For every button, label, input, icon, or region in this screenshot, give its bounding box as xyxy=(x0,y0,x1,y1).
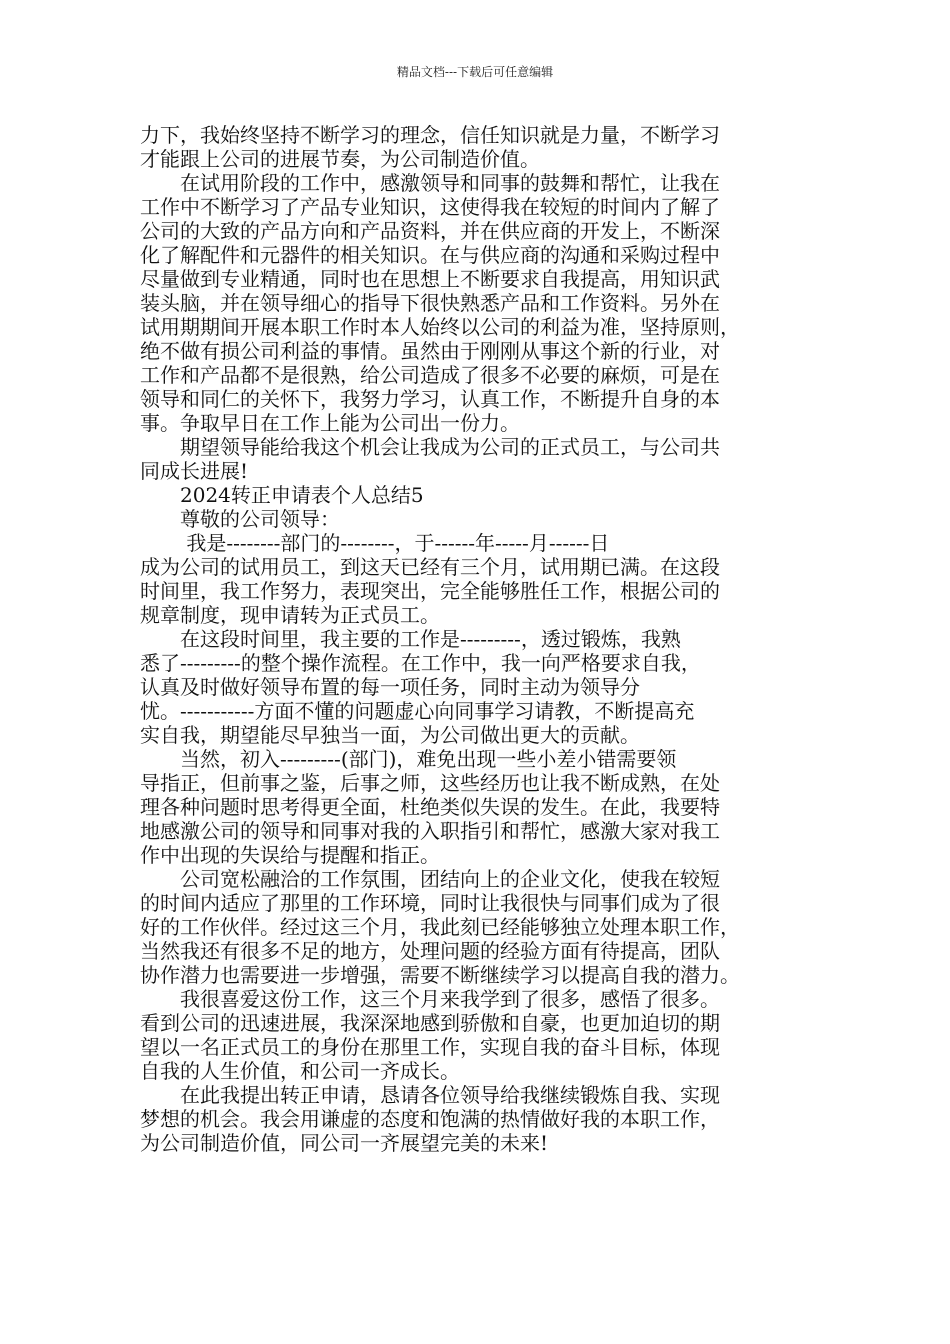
text-line: 忧。-----------方面不懂的问题虚心向同事学习请教，不断提高充 xyxy=(140,699,695,723)
text-line: 在此我提出转正申请，恳请各位领导给我继续锻炼自我、实现 xyxy=(140,1083,720,1107)
text-line: 自我的人生价值，和公司一齐成长。 xyxy=(140,1059,460,1083)
document-body xyxy=(140,123,812,1155)
text-line: 地感激公司的领导和同事对我的入职指引和帮忙，感激大家对我工 xyxy=(140,819,720,843)
text-line: 的时间内适应了那里的工作环境，同时让我很快与同事们成为了很 xyxy=(140,891,720,915)
text-line: 梦想的机会。我会用谦虚的态度和饱满的热情做好我的本职工作， xyxy=(140,1107,720,1131)
text-line: 装头脑，并在领导细心的指导下很快熟悉产品和工作资料。另外在 xyxy=(140,291,720,315)
text-line: 为公司制造价值，同公司一齐展望完美的未来! xyxy=(140,1131,549,1155)
text-line: 在试用阶段的工作中，感激领导和同事的鼓舞和帮忙，让我在 xyxy=(140,171,720,195)
text-line: 悉了---------的整个操作流程。在工作中，我一向严格要求自我， xyxy=(140,651,701,675)
text-line: 好的工作伙伴。经过这三个月，我此刻已经能够独立处理本职工作， xyxy=(140,915,740,939)
text-line: 望以一名正式员工的身份在那里工作，实现自我的奋斗目标，体现 xyxy=(140,1035,720,1059)
text-line: 规章制度，现申请转为正式员工。 xyxy=(140,603,440,627)
text-line: 绝不做有损公司利益的事情。虽然由于刚刚从事这个新的行业，对 xyxy=(140,339,720,363)
text-line: 期望领导能给我这个机会让我成为公司的正式员工，与公司共 xyxy=(140,435,720,459)
text-line: 事。争取早日在工作上能为公司出一份力。 xyxy=(140,411,520,435)
text-line: 导指正，但前事之鉴，后事之师，这些经历也让我不断成熟，在处 xyxy=(140,771,720,795)
text-line: 化了解配件和元器件的相关知识。在与供应商的沟通和采购过程中 xyxy=(140,243,720,267)
text-line: 2024转正申请表个人总结5 xyxy=(140,483,424,507)
text-line: 在这段时间里，我主要的工作是---------，透过锻炼，我熟 xyxy=(140,627,681,651)
text-line: 公司宽松融洽的工作氛围，团结向上的企业文化，使我在较短 xyxy=(140,867,720,891)
text-line: 领导和同仁的关怀下，我努力学习，认真工作，不断提升自身的本 xyxy=(140,387,720,411)
text-line: 当然我还有很多不足的地方，处理问题的经验方面有待提高，团队 xyxy=(140,939,720,963)
page-header: 精品文档---下载后可任意编辑 xyxy=(396,65,554,79)
text-line: 成为公司的试用员工，到这天已经有三个月，试用期已满。在这段 xyxy=(140,555,720,579)
text-line: 当然，初入---------(部门)，难免出现一些小差小错需要领 xyxy=(140,747,677,771)
text-line: 公司的大致的产品方向和产品资料，并在供应商的开发上，不断深 xyxy=(140,219,720,243)
text-line: 我是--------部门的--------，于------年-----月------日 xyxy=(140,531,610,555)
text-line: 理各种问题时思考得更全面，杜绝类似失误的发生。在此，我要特 xyxy=(140,795,720,819)
text-line: 工作和产品都不是很熟，给公司造成了很多不必要的麻烦，可是在 xyxy=(140,363,720,387)
text-line: 力下，我始终坚持不断学习的理念，信任知识就是力量，不断学习 xyxy=(140,123,720,147)
text-line: 尽量做到专业精通，同时也在思想上不断要求自我提高，用知识武 xyxy=(140,267,720,291)
text-line: 才能跟上公司的进展节奏，为公司制造价值。 xyxy=(140,147,540,171)
text-line: 看到公司的迅速进展，我深深地感到骄傲和自豪，也更加迫切的期 xyxy=(140,1011,720,1035)
text-line: 工作中不断学习了产品专业知识，这使得我在较短的时间内了解了 xyxy=(140,195,720,219)
text-line: 尊敬的公司领导： xyxy=(140,507,340,531)
text-line: 作中出现的失误给与提醒和指正。 xyxy=(140,843,440,867)
text-line: 时间里，我工作努力，表现突出，完全能够胜任工作，根据公司的 xyxy=(140,579,720,603)
text-line: 试用期期间开展本职工作时本人始终以公司的利益为准，坚持原则， xyxy=(140,315,740,339)
text-line: 实自我，期望能尽早独当一面，为公司做出更大的贡献。 xyxy=(140,723,640,747)
text-line: 协作潜力也需要进一步增强，需要不断继续学习以提高自我的潜力。 xyxy=(140,963,740,987)
text-line: 同成长进展! xyxy=(140,459,249,483)
text-line: 认真及时做好领导布置的每一项任务，同时主动为领导分 xyxy=(140,675,640,699)
text-line: 我很喜爱这份工作，这三个月来我学到了很多，感悟了很多。 xyxy=(140,987,720,1011)
